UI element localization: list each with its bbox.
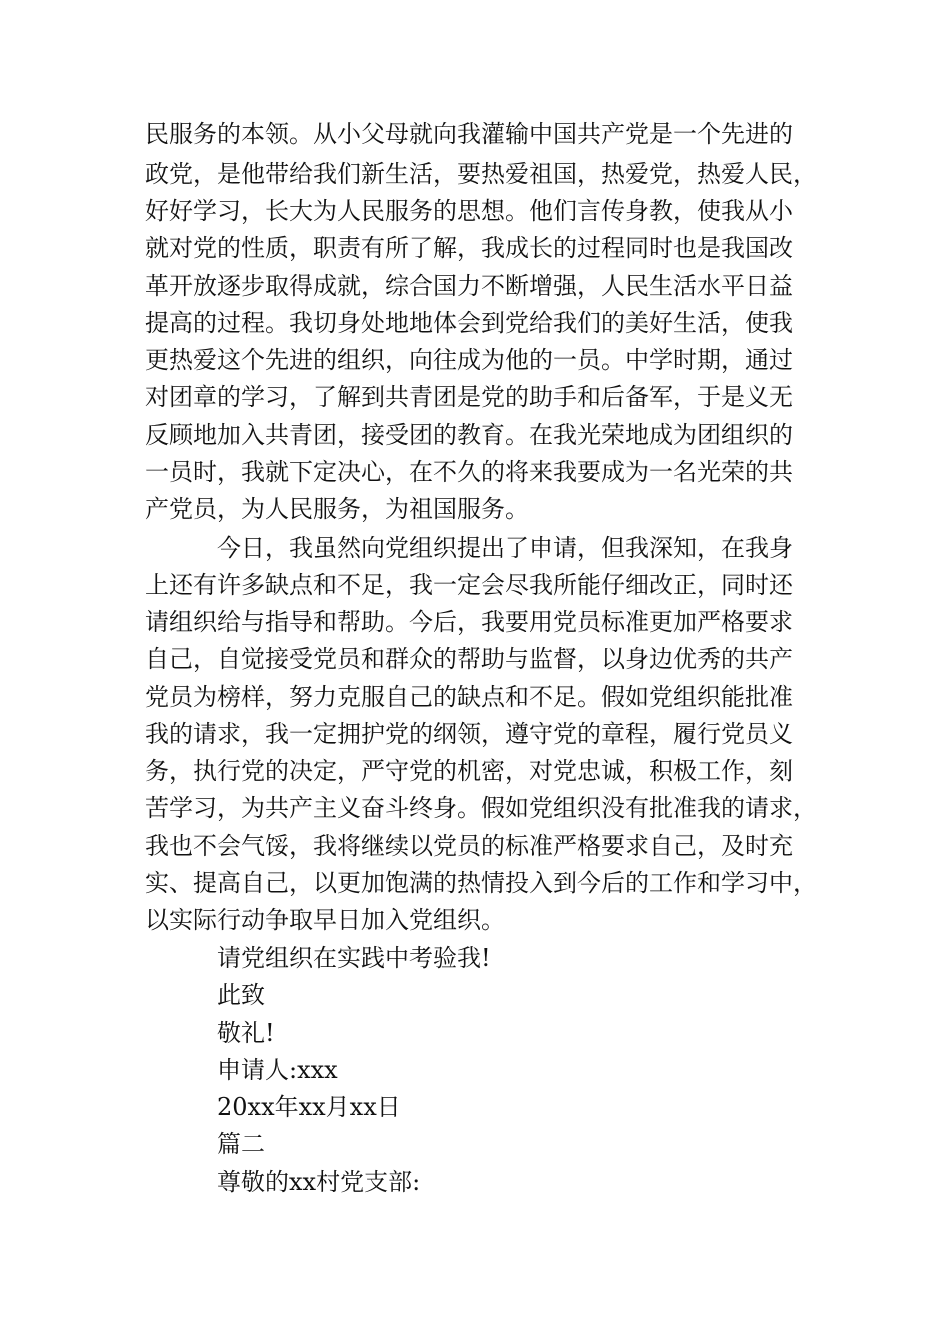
paragraph-line: 务，执行党的决定，严守党的机密，对党忠诚，积极工作，刻 [145,757,793,785]
paragraph-line: 自己，自觉接受党员和群众的帮助与监督，以身边优秀的共产 [145,645,793,673]
greeting-line: 尊敬的xx村党支部: [217,1168,421,1196]
paragraph-line: 就对党的性质，职责有所了解，我成长的过程同时也是我国改 [145,234,793,262]
paragraph-line: 我也不会气馁，我将继续以党员的标准严格要求自己，及时充 [145,832,793,860]
paragraph-line: 政党，是他带给我们新生活，要热爱祖国，热爱党，热爱人民， [145,160,817,188]
paragraph-line: 请组织给与指导和帮助。今后，我要用党员标准更加严格要求 [145,608,793,636]
paragraph-line: 一员时，我就下定决心，在不久的将来我要成为一名光荣的共 [145,458,793,486]
salutation-line: 此致 [217,981,265,1009]
paragraph-line: 苦学习，为共产主义奋斗终身。假如党组织没有批准我的请求， [145,794,817,822]
paragraph-line: 以实际行动争取早日加入党组织。 [145,906,505,934]
applicant-line: 申请人:xxx [217,1056,338,1084]
paragraph-line: 今日，我虽然向党组织提出了申请，但我深知，在我身 [217,534,793,562]
paragraph-line: 反顾地加入共青团，接受团的教育。在我光荣地成为团组织的 [145,421,793,449]
paragraph-line: 实、提高自己，以更加饱满的热情投入到今后的工作和学习中， [145,869,817,897]
paragraph-line: 对团章的学习，了解到共青团是党的助手和后备军，于是义无 [145,383,793,411]
paragraph-line: 上还有许多缺点和不足，我一定会尽我所能仔细改正，同时还 [145,571,793,599]
paragraph-line: 民服务的本领。从小父母就向我灌输中国共产党是一个先进的 [145,120,793,148]
paragraph-line: 我的请求，我一定拥护党的纲领，遵守党的章程，履行党员义 [145,720,793,748]
paragraph-line: 好好学习，长大为人民服务的思想。他们言传身教，使我从小 [145,197,793,225]
paragraph-line: 产党员，为人民服务，为祖国服务。 [145,495,529,523]
date-line: 20xx年xx月xx日 [217,1093,401,1121]
closing-request: 请党组织在实践中考验我! [217,944,491,972]
section-heading: 篇二 [217,1130,265,1158]
paragraph-line: 提高的过程。我切身处地地体会到党给我们的美好生活，使我 [145,309,793,337]
salutation-line: 敬礼! [217,1019,275,1047]
paragraph-line: 革开放逐步取得成就，综合国力不断增强，人民生活水平日益 [145,272,793,300]
paragraph-line: 党员为榜样，努力克服自己的缺点和不足。假如党组织能批准 [145,683,793,711]
paragraph-line: 更热爱这个先进的组织，向往成为他的一员。中学时期，通过 [145,346,793,374]
